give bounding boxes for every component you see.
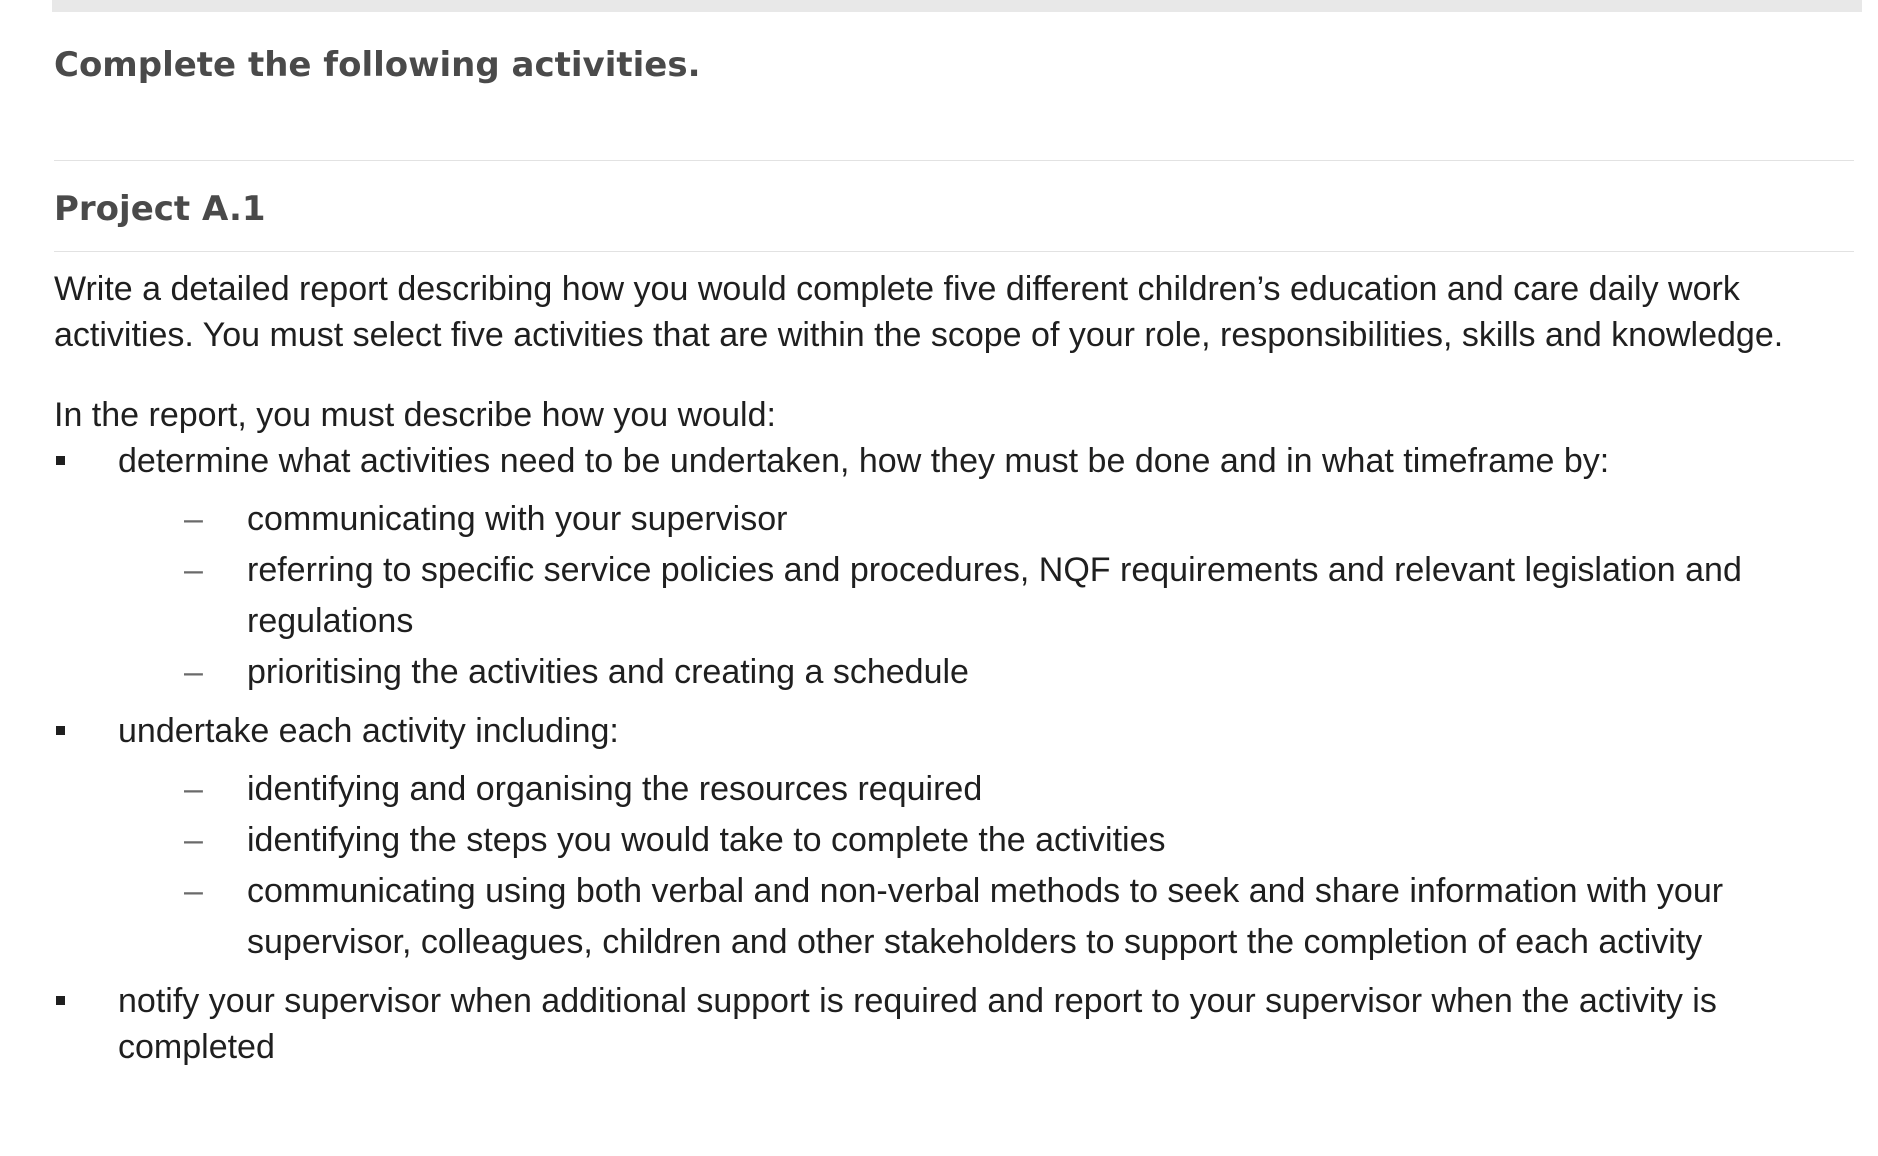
project-title: Project A.1 [54,189,266,229]
sub-list-item [54,494,1854,545]
dash-icon: – [184,653,203,691]
list-item [54,978,1854,1070]
sub-list [118,494,1854,698]
list-item-text: undertake each activity including: [118,712,619,750]
sub-list-item-text: referring to specific service policies and procedures, NQF requirements and relevant legislation and regulations [247,551,1742,640]
top-edge-strip [52,0,1862,12]
document-page [54,36,1854,1070]
divider [54,160,1854,161]
intro-paragraph: Write a detailed report describing how you would complete five different children’s education and care daily work activities. You must select five activities that are within the scope of your role, responsibilities, skills and knowledge. [54,270,1784,354]
dash-icon: – [184,551,203,589]
sub-list-item-text: prioritising the activities and creating a schedule [247,653,969,691]
list-item [54,708,1854,968]
sub-list [118,764,1854,968]
page-heading: Complete the following activities. [54,45,701,85]
sub-list-item [54,764,1854,815]
square-bullet-icon [56,726,65,735]
list-item [54,438,1854,698]
dash-icon: – [184,500,203,538]
list-item-text: notify your supervisor when additional support is required and report to your supervisor when the activity is completed [118,982,1717,1066]
list-item-text: determine what activities need to be undertaken, how they must be done and in what timeframe by: [118,442,1610,480]
square-bullet-icon [56,456,65,465]
sub-list-item [54,545,1854,647]
lead-sentence: In the report, you must describe how you would: [54,396,776,434]
sub-list-item [54,866,1854,968]
dash-icon: – [184,872,203,910]
dash-icon: – [184,770,203,808]
sub-list-item-text: communicating with your supervisor [247,500,788,538]
requirements-list [54,438,1854,1070]
sub-list-item [54,647,1854,698]
square-bullet-icon [56,996,65,1005]
sub-list-item-text: identifying and organising the resources required [247,770,983,808]
divider [54,251,1854,252]
sub-list-item [54,815,1854,866]
sub-list-item-text: identifying the steps you would take to complete the activities [247,821,1166,859]
sub-list-item-text: communicating using both verbal and non-verbal methods to seek and share information with your supervisor, colleagues, children and other stakeholders to support the completion of each activity [247,872,1724,961]
dash-icon: – [184,821,203,859]
